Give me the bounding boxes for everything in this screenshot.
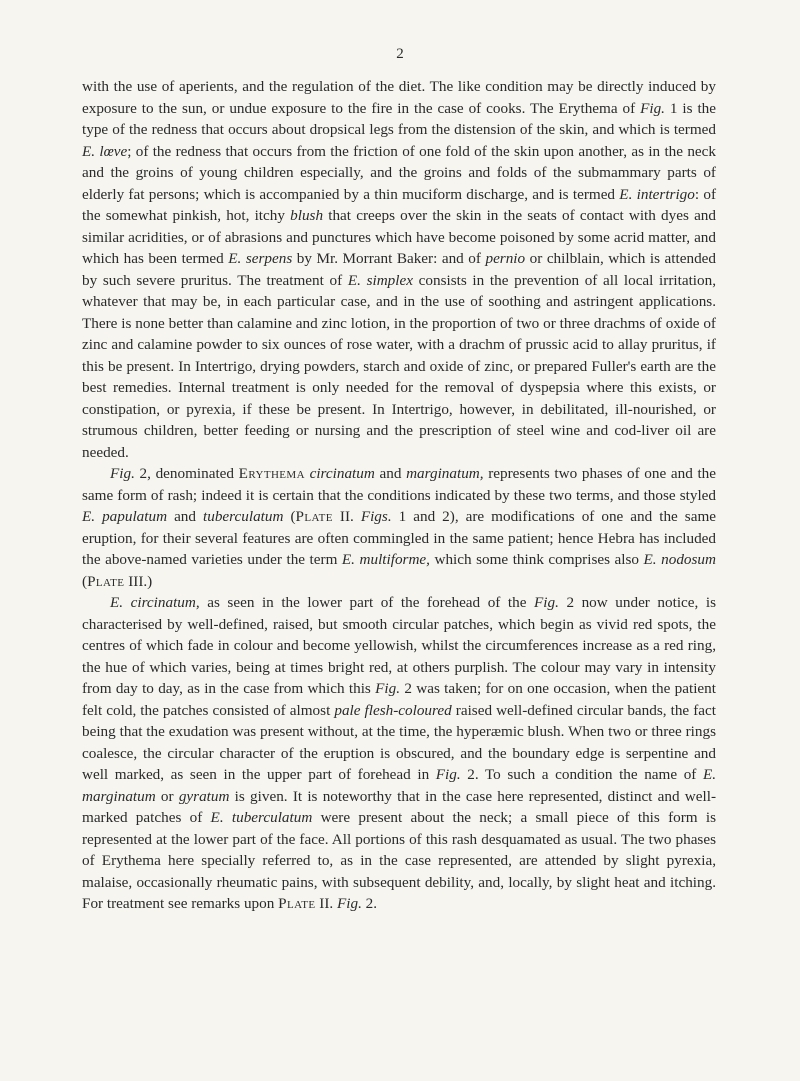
- text-run: (: [283, 508, 296, 525]
- small-caps-term: Plate: [87, 572, 125, 590]
- italic-term: E. lœve: [82, 142, 128, 160]
- italic-term: marginatum,: [406, 465, 484, 482]
- text-run: which some think comprises also: [429, 551, 644, 568]
- italic-term: Fig.: [336, 895, 362, 912]
- text-run: 2 now under notice, is characterised by well-defined, raised, but smooth circular patches, which begin as vivid red spots, the centres of which fade in colour and become yellowish, whilst the circumferences increase as a red ring, the hue of which varies, being at times bright red, at others purplish. The colour may vary in intensity from day to day, as in the case from which this: [82, 594, 717, 697]
- paragraph-2: [82, 463, 716, 592]
- italic-term: pernio: [485, 250, 526, 267]
- italic-term: Fig.: [110, 465, 135, 482]
- text-run: 1 and 2), are modifications of one and the same eruption, for their several features are often commingled in the same patient; hence Hebra has included the above-named varieties under the term: [82, 508, 717, 568]
- text-run: as seen in the lower part of the forehead of the: [199, 594, 534, 611]
- italic-term: E. marginatum: [82, 766, 717, 805]
- italic-term: pale flesh-coloured: [334, 701, 452, 719]
- text-run: raised well-defined circular bands, the fact being that the exudation was present without, at the time, the hyperæmic blush. When two or three rings coalesce, the circular character of the eruption is obscured, and the boundary edge is serpentine and well marked, as seen in the upper part of forehead in: [82, 701, 716, 783]
- text-run: and: [167, 508, 204, 525]
- text-run: that creeps over the skin in the seats of contact with dyes and similar acridities, or of abrasions and punctures which have become poisoned by some acrid matter, and which has been termed: [82, 207, 716, 267]
- text-run: ; of the redness that occurs from the friction of one fold of the skin upon another, as in the neck and the groins of young children especially, and the groins and folds of the submammary parts of elderly fat persons; which is accompanied by a thin muciform discharge, and is termed: [82, 142, 716, 203]
- italic-term: Fig.: [375, 680, 401, 697]
- italic-term: circinatum: [309, 465, 375, 482]
- text-run: represents two phases of one and the same form of rash; indeed it is certain that the conditions indicated by these two terms, and those styled: [82, 465, 717, 504]
- italic-term: E. intertrigo: [619, 185, 695, 203]
- text-run: III.): [124, 572, 153, 590]
- text-run: II.: [332, 508, 361, 525]
- text-run: by Mr. Morrant Baker: and of: [292, 250, 486, 267]
- italic-term: Fig.: [534, 594, 559, 611]
- small-caps-term: Plate: [278, 895, 316, 912]
- italic-term: E. nodosum: [643, 551, 716, 568]
- text-run: II.: [315, 895, 337, 912]
- text-run: (: [82, 572, 88, 590]
- italic-term: E. tuberculatum: [210, 809, 313, 826]
- page-number: 2: [396, 46, 404, 62]
- italic-term: blush: [290, 207, 324, 224]
- small-caps-term: Erythema: [238, 465, 305, 482]
- text-run: 2, denominated: [134, 465, 239, 482]
- text-run: : of the somewhat pinkish, hot, itchy: [82, 185, 717, 224]
- text-run: is given. It is noteworthy that in the case here represented, distinct and well-marked patches of: [82, 787, 717, 826]
- text-run: 1 is the type of the redness that occurs about dropsical legs from the distension of the skin, and which is termed: [82, 99, 717, 138]
- text-run: were present about the neck; a small piece of this form is represented at the lower part of the face. All portions of this rash desquamated as usual. The two phases of Erythema here specially referred to, as in the case represented, are attended by slight pyrexia, malaise, occasionally rheumatic pains, with subsequent debility, and, locally, by slight heat and itching. For treatment see remarks upon: [82, 809, 717, 912]
- italic-term: E. multiforme,: [341, 551, 430, 568]
- italic-term: E. circinatum,: [110, 594, 200, 611]
- body-text: [82, 76, 716, 915]
- text-run: and: [374, 465, 407, 482]
- italic-term: E. papulatum: [82, 508, 168, 525]
- text-run: with the use of aperients, and the regulation of the diet. The like condition may be directly induced by exposure to the sun, or undue exposure to the fire in the case of cooks. The Erythema of: [82, 78, 716, 117]
- text-run: consists in the prevention of all local irritation, whatever that may be, in each particular case, and in the use of soothing and astringent applications. There is none better than calamine and zinc lotion, in the proportion of two or three drachms of oxide of zinc and calamine powder to six ounces of rose water, with a drachm of prussic acid to allay pruritus, if this be present. In Intertrigo, drying powders, starch and oxide of zinc, or prepared Fuller's earth are the best remedies. Internal treatment is only needed for the removal of dyspepsia where this exists, or constipation, or pyrexia, if these be present. In Intertrigo, however, in debilitated, ill-nourished, or strumous children, better feeding or nursing and the prescription of steel wine and cod-liver oil are needed.: [82, 271, 716, 461]
- italic-term: tuberculatum: [203, 508, 284, 525]
- text-run: or chilblain, which is attended by such severe pruritus. The treatment of: [82, 250, 717, 289]
- paragraph-1: [82, 76, 716, 463]
- italic-term: Fig.: [435, 766, 461, 783]
- italic-term: E. serpens: [228, 250, 293, 267]
- italic-term: E. simplex: [347, 271, 413, 289]
- italic-term: gyratum: [178, 787, 230, 805]
- paragraph-3: [82, 592, 716, 915]
- small-caps-term: Plate: [295, 508, 333, 525]
- text-run: 2.: [361, 895, 378, 912]
- italic-term: Figs.: [360, 508, 392, 525]
- text-run: 2. To such a condition the name of: [460, 766, 703, 783]
- italic-term: Fig.: [640, 99, 665, 117]
- text-run: or: [155, 787, 179, 805]
- text-run: 2 was taken; for on one occasion, when the patient felt cold, the patches consisted of almost: [82, 680, 716, 719]
